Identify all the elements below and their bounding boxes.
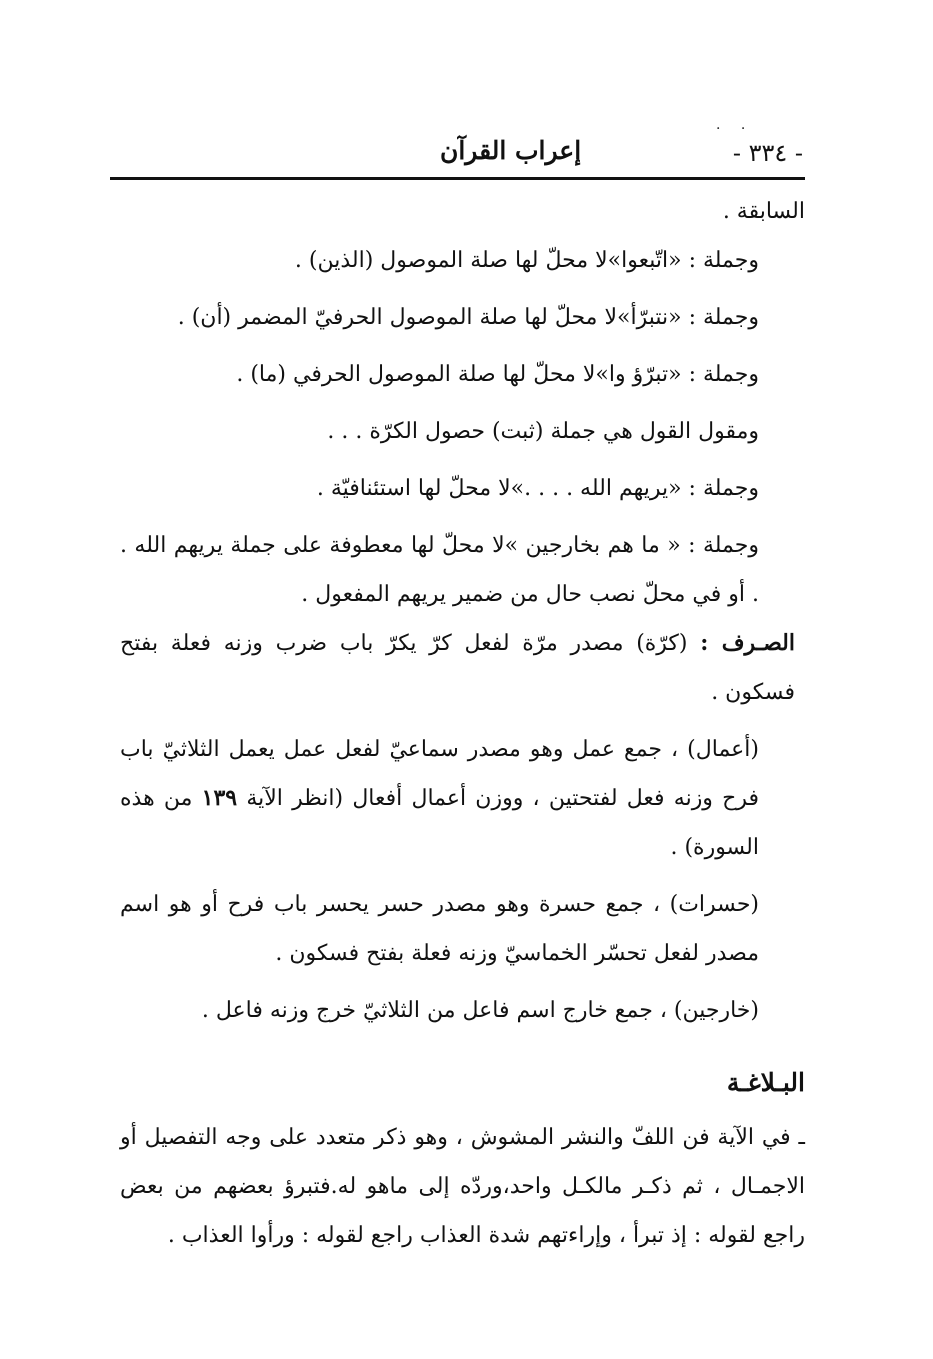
paragraph-balagha: ـ في الآية فن اللفّ والنشر المشوش ، وهو ذكر متعدد على وجه التفصيل أو الاجمـال ، ثم ذكـر مالكـل واحد،وردّه إلى ماهو له.فتبرؤ بعضهم من بعض راجع لقوله : إذ تبرأ ، وإراءتهم شدة العذاب راجع لقوله : ورأوا العذاب . [120,1125,805,1248]
verse-number: ١٣٩ [201,785,238,811]
page-body [120,187,805,1260]
header-rule [110,177,805,180]
paragraph-jumla-ittabau: وجملة : «اتّبعوا»لا محلّ لها صلة الموصول (الذين) . [294,248,759,273]
paragraph-jumla-yurihim: وجملة : «يريهم الله . . . .»لا محلّ لها استئنافيّة . [316,476,759,501]
amal-text-b: من هذه السورة) . [120,786,759,860]
paragraph-jumla-natabarra: وجملة : «نتبرّأ»لا محلّ لها صلة الموصول الحرفيّ المضمر (أن) . [177,305,759,330]
section-heading-balagha: البـلاغـة [726,1068,805,1097]
paragraph-maqul-qawl: ومقول القول هي جملة (ثبت) حصول الكرّة . . . [327,419,759,444]
running-title: إعراب القرآن [440,136,582,165]
page-number: - ٣٣٤ - [732,139,803,167]
paragraph-kharijin: (خارجين) ، جمع خارج اسم فاعل من الثلاثيّ خرج وزنه فاعل . [201,998,759,1023]
paragraph-amal [120,725,805,872]
paragraph-continuation: السابقة . [722,199,805,224]
sarf-label: الصـرف : [700,630,795,656]
paragraph-sarf [120,619,805,717]
paragraph-hasarat: (حسرات) ، جمع حسرة وهو مصدر حسر يحسر باب فرح أو هو اسم مصدر لفعل تحسّر الخماسيّ وزنه فعلة بفتح فسكون . [120,892,759,966]
sarf-text: (كرّة) مصدر مرّة لفعل كرّ يكرّ باب ضرب وزنه فعلة بفتح فسكون . [120,631,795,705]
paragraph-jumla-tabarrau: وجملة : «تبرّؤ وا»لا محلّ لها صلة الموصول الحرفي (ما) . [236,362,759,387]
amal-text-a: (أعمال) ، جمع عمل وهو مصدر سماعيّ لفعل عمل يعمل الثلاثيّ باب فرح وزنه فعل لفتحتين ، ووزن أعمال أفعال (انظر الآية [120,737,760,811]
page-marks: · · [716,121,754,137]
page-header [110,136,805,176]
paragraph-jumla-ma-hum: وجملة : « ما هم بخارجين »لا محلّ لها معطوفة على جملة يريهم الله . . أو في محلّ نصب حال من ضمير يريهم المفعول . [120,533,759,607]
